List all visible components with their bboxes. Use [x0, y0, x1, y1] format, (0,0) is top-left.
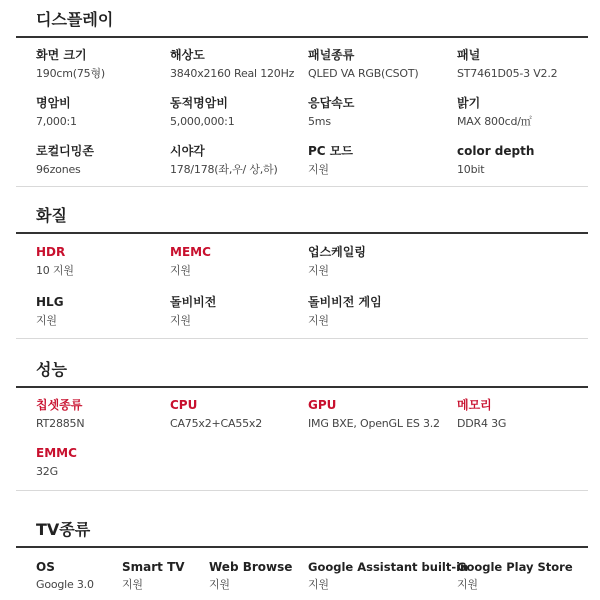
- spec-label-google-assistant: Google Assistant built-in: [308, 560, 469, 574]
- spec-value-color-depth: 10bit: [457, 163, 485, 176]
- spec-value-pc-mode: 지원: [308, 163, 329, 176]
- section-title-tv-type: TV종류: [36, 520, 91, 539]
- spec-value-gpu: IMG BXE, OpenGL ES 3.2: [308, 417, 440, 430]
- spec-label-cpu: CPU: [170, 398, 198, 412]
- spec-value-memory: DDR4 3G: [457, 417, 507, 430]
- section-divider-performance: [16, 386, 588, 388]
- section-title-performance: 성능: [36, 360, 67, 379]
- section-bottom-divider-display: [16, 186, 588, 187]
- spec-value-local-dimming: 96zones: [36, 163, 81, 176]
- spec-label-emmc: EMMC: [36, 446, 77, 460]
- section-title-display: 디스플레이: [36, 10, 114, 29]
- spec-label-chipset: 칩셋종류: [36, 398, 83, 412]
- spec-label-dolby-vision-game: 돌비비전 게임: [308, 295, 382, 309]
- section-divider-display: [16, 36, 588, 38]
- spec-value-google-play-store: 지원: [457, 578, 478, 591]
- section-bottom-divider-performance: [16, 490, 588, 491]
- spec-label-dynamic-contrast: 동적명암비: [170, 96, 228, 110]
- spec-label-upscaling: 업스케일링: [308, 245, 366, 259]
- spec-label-memory: 메모리: [457, 398, 492, 412]
- spec-value-dynamic-contrast: 5,000,000:1: [170, 115, 235, 128]
- section-title-picture: 화질: [36, 206, 67, 225]
- spec-label-web-browse: Web Browse: [209, 560, 293, 574]
- spec-label-os: OS: [36, 560, 55, 574]
- spec-value-panel-type: QLED VA RGB(CSOT): [308, 67, 419, 80]
- spec-value-screen-size: 190cm(75형): [36, 67, 105, 80]
- spec-label-panel: 패널: [457, 48, 481, 62]
- spec-value-panel: ST7461D05-3 V2.2: [457, 67, 558, 80]
- spec-label-response-time: 응답속도: [308, 96, 355, 110]
- spec-label-viewing-angle: 시야각: [170, 144, 205, 158]
- spec-label-gpu: GPU: [308, 398, 337, 412]
- section-divider-tv-type: [16, 546, 588, 548]
- spec-value-google-assistant: 지원: [308, 578, 329, 591]
- section-bottom-divider-picture: [16, 338, 588, 339]
- spec-label-memc: MEMC: [170, 245, 211, 259]
- spec-value-contrast: 7,000:1: [36, 115, 77, 128]
- spec-value-web-browse: 지원: [209, 578, 230, 591]
- spec-label-panel-type: 패널종류: [308, 48, 355, 62]
- spec-value-chipset: RT2885N: [36, 417, 85, 430]
- spec-value-emmc: 32G: [36, 465, 58, 478]
- spec-value-response-time: 5ms: [308, 115, 331, 128]
- spec-value-memc: 지원: [170, 264, 191, 277]
- spec-label-contrast: 명암비: [36, 96, 71, 110]
- spec-label-hdr: HDR: [36, 245, 66, 259]
- spec-value-smart-tv: 지원: [122, 578, 143, 591]
- spec-value-viewing-angle: 178/178(좌,우/ 상,하): [170, 163, 278, 176]
- spec-value-dolby-vision-game: 지원: [308, 314, 329, 327]
- spec-label-local-dimming: 로컬디밍존: [36, 144, 94, 158]
- spec-label-color-depth: color depth: [457, 144, 535, 158]
- spec-value-brightness: MAX 800cd/㎡: [457, 115, 532, 128]
- spec-label-hlg: HLG: [36, 295, 64, 309]
- spec-label-screen-size: 화면 크기: [36, 48, 87, 62]
- spec-label-brightness: 밝기: [457, 96, 481, 110]
- spec-value-upscaling: 지원: [308, 264, 329, 277]
- spec-label-dolby-vision: 돌비비전: [170, 295, 217, 309]
- section-divider-picture: [16, 232, 588, 234]
- spec-value-hlg: 지원: [36, 314, 57, 327]
- spec-value-cpu: CA75x2+CA55x2: [170, 417, 263, 430]
- spec-label-google-play-store: Google Play Store: [457, 560, 573, 574]
- spec-value-resolution: 3840x2160 Real 120Hz: [170, 67, 295, 80]
- spec-label-smart-tv: Smart TV: [122, 560, 185, 574]
- spec-value-dolby-vision: 지원: [170, 314, 191, 327]
- spec-value-os: Google 3.0: [36, 578, 94, 591]
- spec-label-pc-mode: PC 모드: [308, 144, 353, 158]
- spec-label-resolution: 해상도: [170, 48, 205, 62]
- spec-value-hdr: 10 지원: [36, 264, 74, 277]
